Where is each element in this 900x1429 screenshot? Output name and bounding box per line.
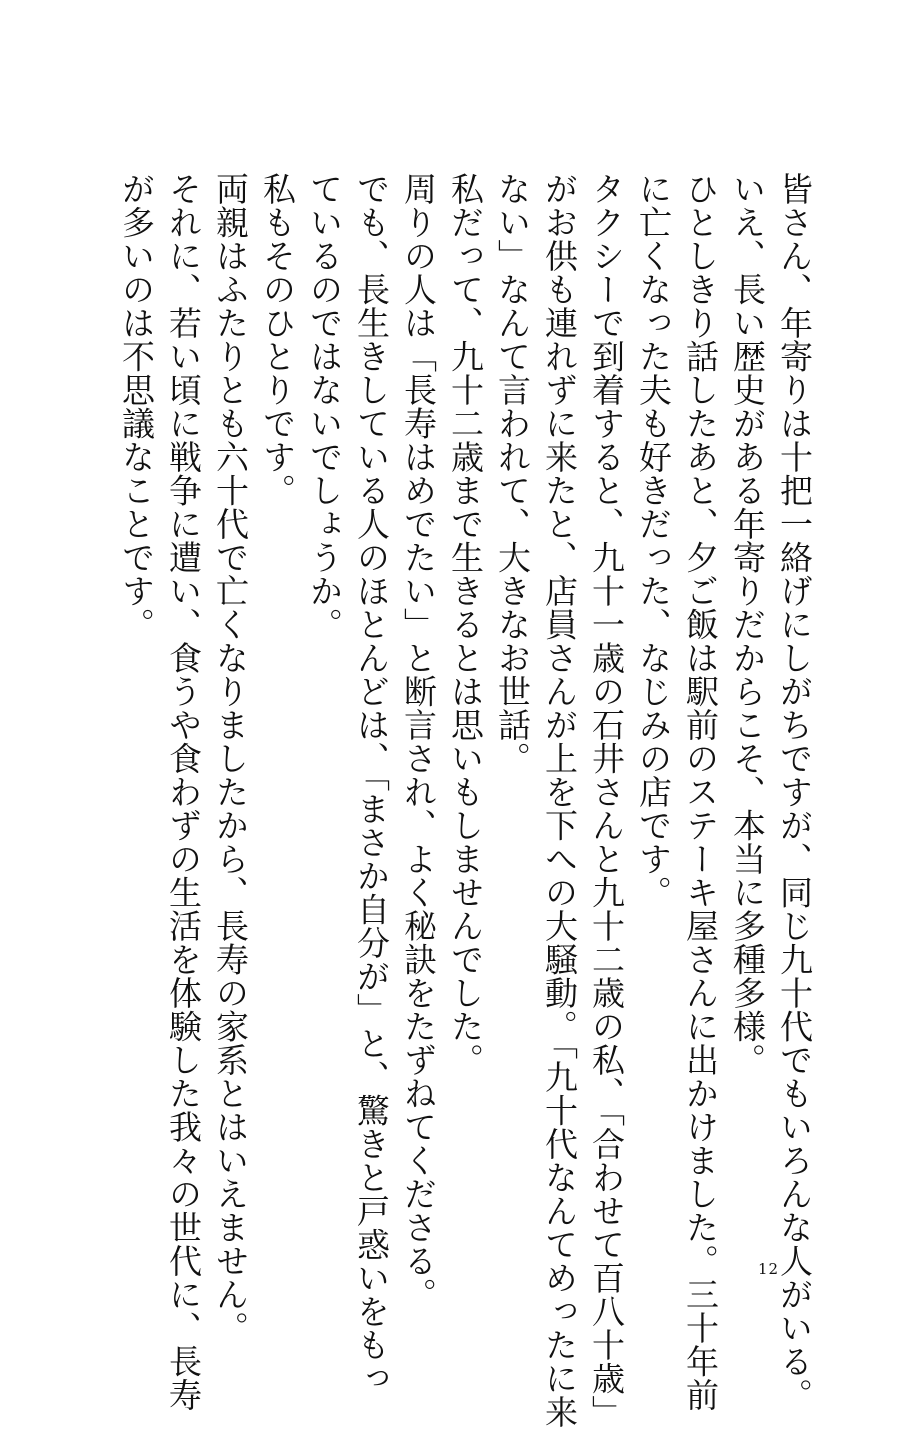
text-line: ているのではないでしょうか。 xyxy=(305,172,344,641)
page-number: 12 xyxy=(758,1260,780,1278)
text-line: それに、若い頃に戦争に遭い、食うや食わずの生活を体験した我々の世代に、長寿 xyxy=(164,172,203,1412)
text-line: が多いのは不思議なことです。 xyxy=(117,172,156,641)
text-line: タクシーで到着すると、九十一歳の石井さんと九十二歳の私、「合わせて百八十歳」 xyxy=(587,172,626,1429)
text-line: 周りの人は「長寿はめでたい」と断言され、よく秘訣をたずねてくださる。 xyxy=(399,172,438,1311)
text-line: がお供も連れずに来たと、店員さんが上を下への大騒動。「九十代なんてめったに来 xyxy=(540,172,579,1429)
text-line: 皆さん、年寄りは十把一絡げにしがちですが、同じ九十代でもいろんな人がいる。 xyxy=(775,172,814,1412)
text-line: ひとしきり話したあと、夕ご飯は駅前のステーキ屋さんに出かけました。三十年前 xyxy=(681,172,720,1412)
text-line: ない」なんて言われて、大きなお世話。 xyxy=(493,172,532,775)
text-line: に亡くなった夫も好きだった、なじみの店です。 xyxy=(634,172,673,909)
text-line: 私だって、九十二歳まで生きるとは思いもしませんでした。 xyxy=(446,172,485,1077)
text-line: 両親はふたりとも六十代で亡くなりましたから、長寿の家系とはいえません。 xyxy=(211,172,250,1345)
text-line: でも、長生きしている人のほとんどは、「まさか自分が」と、驚きと戸惑いをもっ xyxy=(352,172,391,1395)
text-line: 私もそのひとりです。 xyxy=(258,172,297,507)
text-line: いえ、長い歴史がある年寄りだからこそ、本当に多種多様。 xyxy=(728,172,767,1077)
